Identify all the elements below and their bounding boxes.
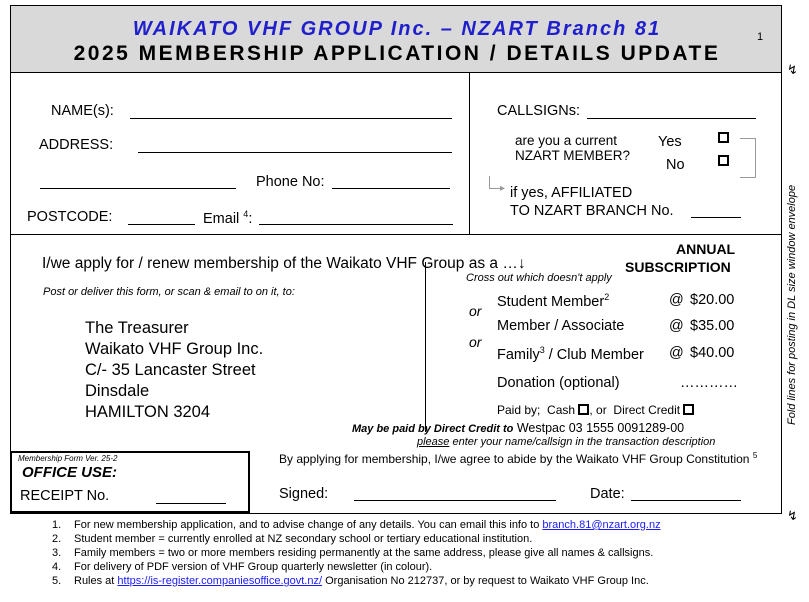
name-field[interactable]: [130, 118, 452, 119]
address-field[interactable]: [138, 152, 452, 153]
treasurer-address: [85, 318, 263, 423]
address-line: Waikato VHF Group Inc.: [85, 340, 264, 358]
paid-by: Paid by; Cash , or Direct Credit: [497, 403, 694, 417]
nzart-question-2: NZART MEMBER?: [515, 148, 631, 163]
address-line: C/- 35 Lancaster Street: [85, 361, 256, 379]
please-note: please enter your name/callsign in the transaction description: [417, 436, 716, 448]
signed-label: Signed:: [279, 486, 329, 502]
option-member[interactable]: Member / Associate: [497, 318, 625, 334]
footnote-1: 1. For new membership application, and to advise change of any details. You can email this info to branch.81@nzart.org.nz: [52, 519, 661, 531]
post-instruction: Post or deliver this form, or scan & email to on it, to:: [43, 286, 295, 298]
cross-out-note: Cross out which doesn't apply: [466, 272, 612, 284]
direct-credit-line: May be paid by Direct Credit to Westpac 03 1555 0091289-00: [352, 421, 685, 435]
affiliated-label-2: TO NZART BRANCH No.: [510, 203, 674, 219]
yes-label: Yes: [658, 134, 682, 150]
fold-arrow-icon: ↯: [787, 62, 798, 77]
address-line-2[interactable]: [40, 188, 236, 189]
form-header: [10, 5, 782, 73]
price-student: $20.00: [690, 292, 735, 308]
footnote-2: 2. Student member = currently enrolled at NZ secondary school or tertiary educational institution.: [52, 533, 533, 545]
no-label: No: [666, 157, 685, 173]
direct-credit-checkbox[interactable]: [683, 404, 694, 415]
price-family: $40.00: [690, 345, 735, 361]
phone-label: Phone No:: [256, 174, 325, 190]
name-label: NAME(s):: [51, 103, 114, 119]
postcode-field[interactable]: [128, 224, 195, 225]
yes-checkbox[interactable]: [718, 132, 729, 143]
or-label: or: [469, 303, 482, 319]
page-number: 1: [757, 31, 764, 43]
arrow-right-icon: ▸: [500, 183, 506, 194]
receipt-label: RECEIPT No.: [20, 488, 110, 504]
address-line: The Treasurer: [85, 319, 189, 337]
cash-checkbox[interactable]: [578, 404, 589, 415]
apply-statement: I/we apply for / renew membership of the Waikato VHF Group as a …↓: [42, 255, 526, 272]
office-use-title: OFFICE USE:: [22, 464, 118, 481]
agree-statement: By applying for membership, I/we agree to abide by the Waikato VHF Group Constitution $^5$: [279, 451, 758, 466]
form-version: Membership Form Ver. 25-2: [18, 454, 118, 463]
divider: [425, 262, 426, 432]
at-symbol: @: [669, 345, 684, 361]
branch-number-field[interactable]: [691, 217, 741, 218]
address-line: Dinsdale: [85, 382, 150, 400]
signature-field[interactable]: [354, 500, 556, 501]
email-field[interactable]: [259, 224, 453, 225]
address-line: HAMILTON 3204: [85, 403, 211, 421]
option-family[interactable]: Family$^3$ / Club Member: [497, 345, 644, 363]
fold-arrow-icon: ↯: [787, 508, 798, 523]
email-link[interactable]: branch.81@nzart.org.nz: [542, 519, 661, 531]
address-label: ADDRESS:: [39, 137, 114, 153]
option-student[interactable]: Student Member$^2$: [497, 292, 610, 310]
nzart-question-1: are you a current: [515, 133, 618, 148]
register-link[interactable]: https://is-register.companiesoffice.govt.nz/: [117, 575, 323, 587]
donation-label: Donation (optional): [497, 375, 620, 391]
receipt-field[interactable]: [156, 503, 226, 504]
or-label: or: [469, 334, 482, 350]
fold-note: Fold lines for posting in DL size window envelope: [786, 184, 798, 425]
affiliated-label-1: if yes, AFFILIATED: [510, 185, 633, 201]
at-symbol: @: [669, 292, 684, 308]
org-title: WAIKATO VHF GROUP Inc. – NZART Branch 81: [132, 18, 662, 40]
footnote-4: 4. For delivery of PDF version of VHF Group quarterly newsletter (in colour).: [52, 561, 433, 573]
price-member: $35.00: [690, 318, 735, 334]
no-checkbox[interactable]: [718, 155, 729, 166]
annual-label: ANNUAL: [676, 241, 736, 257]
date-field[interactable]: [631, 500, 741, 501]
form-title: 2025 MEMBERSHIP APPLICATION / DETAILS UPDATE: [73, 42, 721, 65]
date-label: Date:: [590, 486, 625, 502]
callsigns-field[interactable]: [587, 118, 756, 119]
divider: [469, 73, 470, 235]
footnote-3: 3. Family members = two or more members residing permanently at the same address, please give all names & callsigns.: [52, 547, 654, 559]
email-label: Email $^4$:: [203, 209, 253, 227]
postcode-label: POSTCODE:: [27, 209, 113, 225]
at-symbol: @: [669, 318, 684, 334]
divider: [10, 234, 782, 235]
phone-field[interactable]: [332, 188, 450, 189]
callsigns-label: CALLSIGNs:: [497, 103, 580, 119]
subscription-label: SUBSCRIPTION: [625, 259, 731, 275]
donation-field[interactable]: …………: [680, 375, 738, 391]
footnote-5: 5. Rules at https://is-register.companiesoffice.govt.nz/ Organisation No 212737, or by request to Waikato VHF Group Inc.: [52, 575, 649, 587]
bracket: [740, 138, 756, 178]
